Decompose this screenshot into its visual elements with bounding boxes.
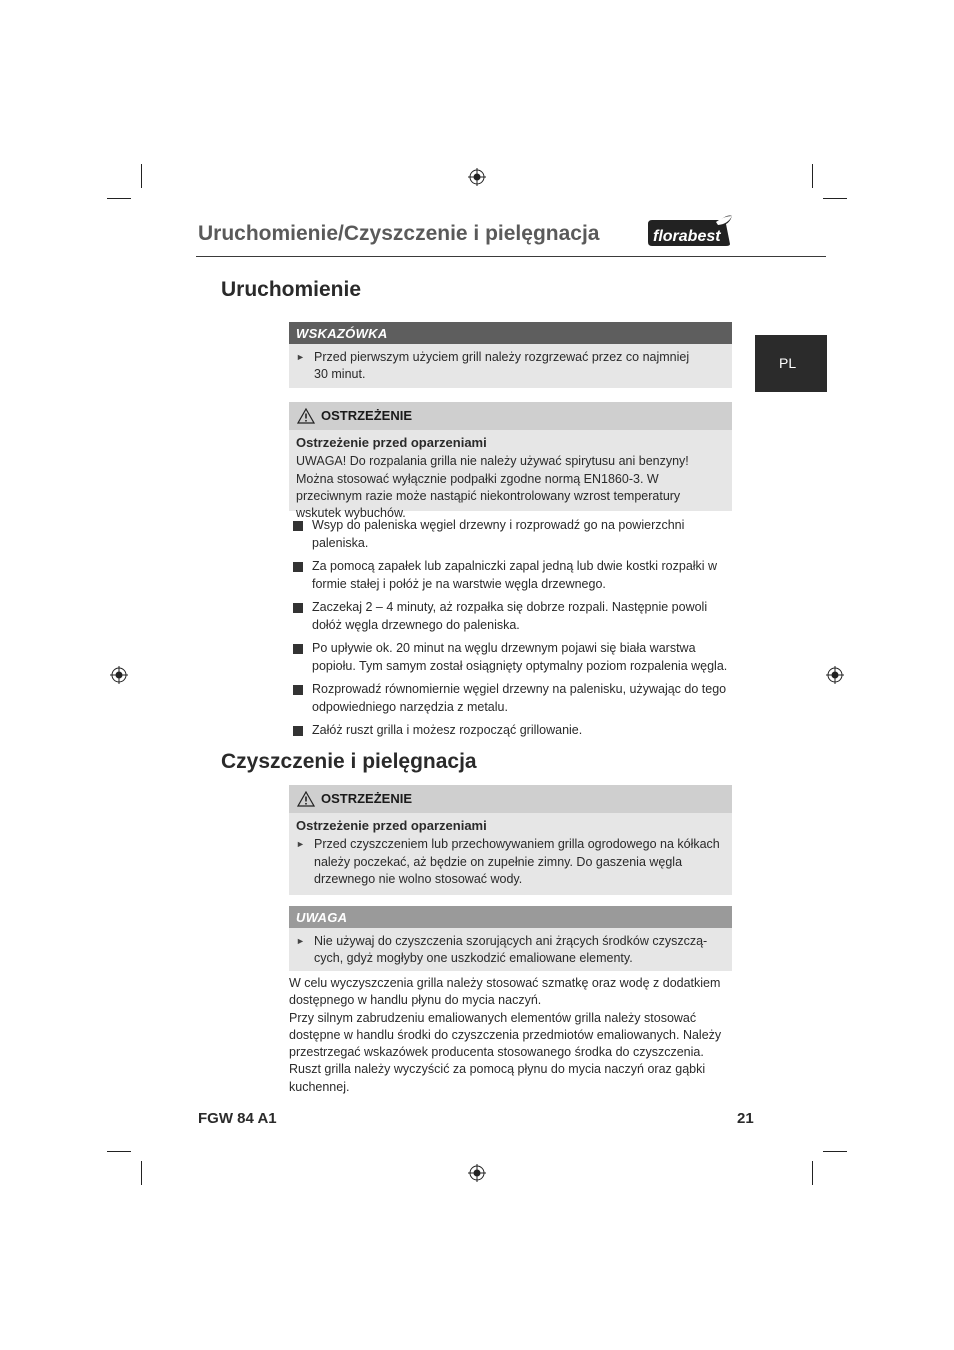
warning-box (289, 785, 732, 895)
warning-box-title: OSTRZEŻENIE (321, 791, 413, 806)
square-bullet-icon (293, 603, 303, 613)
warning-box-title: OSTRZEŻENIE (321, 408, 413, 423)
page-header-title: Uruchomienie/Czyszczenie i pielęgnacja (198, 222, 600, 245)
paragraph: Ruszt grilla należy wyczyścić za pomocą płynu do mycia naczyń oraz gąbki kuchennej. (289, 1062, 706, 1094)
note-item-text: Przed pierwszym użyciem grill należy rozgrzewać przez co najmniej 30 minut. (314, 350, 690, 382)
section-heading-uruchomienie: Uruchomienie (221, 278, 362, 301)
crop-mark (141, 164, 142, 188)
instruction-list (293, 517, 738, 746)
crop-mark (812, 164, 813, 188)
list-item: Załóż ruszt grilla i możesz rozpocząć grillowanie. (293, 722, 738, 740)
warning-triangle-icon (297, 408, 315, 424)
registration-mark-icon (468, 168, 486, 186)
square-bullet-icon (293, 685, 303, 695)
footer-model: FGW 84 A1 (198, 1110, 277, 1127)
note-item (296, 349, 724, 384)
crop-mark (812, 1161, 813, 1185)
header-rule (196, 256, 826, 257)
list-item: Rozprowadź równomiernie węgiel drzewny na palenisku, używając do tego odpowiedniego narzędzia z metalu. (293, 681, 738, 716)
florabest-logo (646, 214, 734, 248)
warning-triangle-icon (297, 791, 315, 807)
paragraph: Przy silnym zabrudzeniu emaliowanych elementów grilla należy stosować dostępne w handlu środki do czyszczenia przedmiotów emaliowanych. Należy przestrzegać wskazówek producenta stosowanego środka do czyszczenia. (289, 1010, 722, 1060)
crop-mark (107, 198, 131, 199)
section-heading-czyszczenie: Czyszczenie i pielęgnacja (221, 750, 477, 773)
caution-box (289, 906, 732, 971)
list-item: Wsyp do paleniska węgiel drzewny i rozprowadź go na powierzchni paleniska. (293, 517, 738, 552)
warning-subtitle: Ostrzeżenie przed oparzeniami (296, 435, 487, 450)
note-box (289, 322, 732, 388)
arrow-bullet-icon: ► (296, 839, 305, 850)
svg-text:florabest: florabest (653, 228, 721, 245)
page-number: 21 (737, 1110, 754, 1127)
language-tab: PL (755, 335, 827, 392)
registration-mark-icon (826, 666, 844, 684)
warning-text: UWAGA! Do rozpalania grilla nie należy używać spirytusu ani benzyny! Można stosować wyłącznie podpałki zgodne normą EN1860-3. W przeciwnym razie może nastąpić niekontrolowany wzrost temperatury wskutek wybuchów. (296, 454, 689, 521)
warning-box (289, 402, 732, 521)
square-bullet-icon (293, 521, 303, 531)
list-item: Zaczekaj 2 – 4 minuty, aż rozpałka się dobrze rozpali. Następnie powoli dołóż węgla drzewnego do paleniska. (293, 599, 738, 634)
caution-box-title: UWAGA (289, 906, 732, 928)
crop-mark (823, 1151, 847, 1152)
square-bullet-icon (293, 562, 303, 572)
cleaning-text (289, 975, 737, 1096)
warning-item-text: Przed czyszczeniem lub przechowywaniem grilla ogrodowego na kółkach należy poczekać, aż będzie on zupełnie zimny. Do gaszenia węgla drzewnego nie wolno stosować wody. (314, 837, 720, 886)
list-item: Za pomocą zapałek lub zapalniczki zapal jedną lub dwie kostki rozpałki w formie stałej i połóż je na warstwie węgla drzewnego. (293, 558, 738, 593)
square-bullet-icon (293, 644, 303, 654)
arrow-bullet-icon: ► (296, 352, 305, 362)
list-item: Po upływie ok. 20 minut na węglu drzewnym pojawi się biała warstwa popiołu. Tym samym został osiągnięty optymalny poziom rozpalenia węgla. (293, 640, 738, 675)
arrow-bullet-icon: ► (296, 936, 305, 946)
caution-item-text: Nie używaj do czyszczenia szorujących ani żrących środków czyszczą-cych, gdyż mogłyby one uszkodzić emaliowane elementy. (314, 934, 708, 966)
crop-mark (107, 1151, 131, 1152)
square-bullet-icon (293, 726, 303, 736)
paragraph: W celu wyczyszczenia grilla należy stosować szmatkę oraz wodę z dodatkiem dostępnego w handlu płynu do mycia naczyń. (289, 976, 721, 1008)
registration-mark-icon (110, 666, 128, 684)
caution-item (296, 933, 724, 968)
warning-subtitle: Ostrzeżenie przed oparzeniami (296, 818, 487, 833)
registration-mark-icon (468, 1164, 486, 1182)
note-box-title: WSKAZÓWKA (289, 322, 732, 344)
warning-item (296, 836, 724, 888)
crop-mark (141, 1161, 142, 1185)
crop-mark (823, 198, 847, 199)
